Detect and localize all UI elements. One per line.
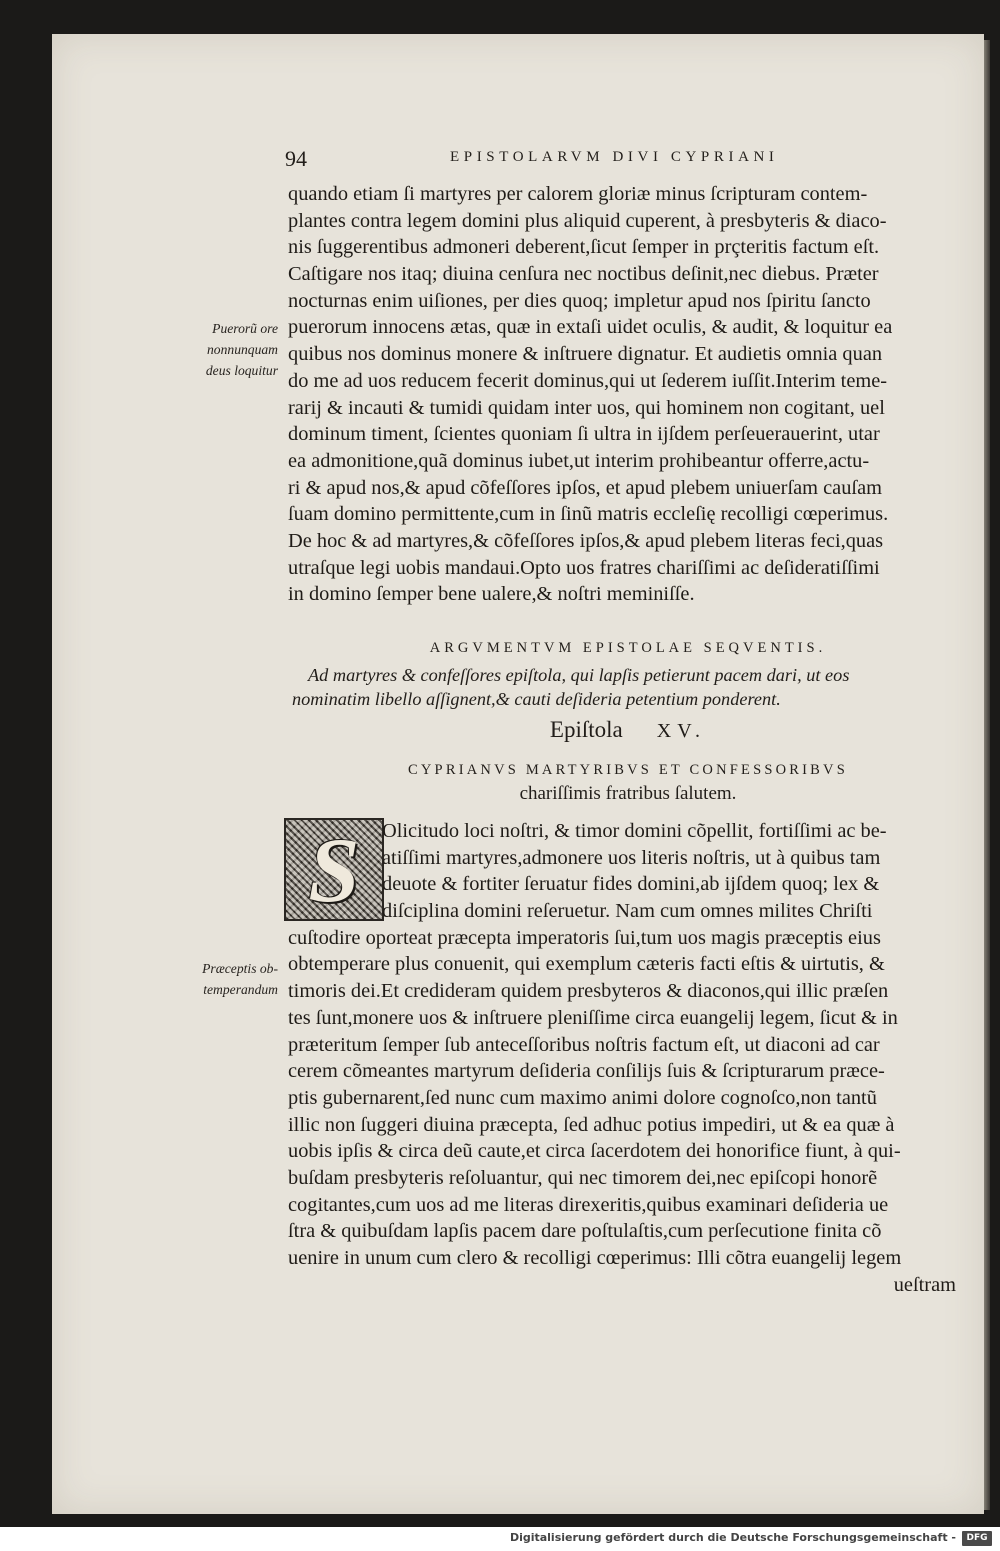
epistle-heading — [288, 717, 968, 743]
dfg-logo-icon: DFG — [962, 1531, 992, 1546]
text-line: obtemperare plus conuenit, qui exemplum cæteris facti eſtis & uirtutis, & — [288, 953, 885, 976]
margin-note-line: temperandum — [203, 982, 278, 997]
text-line: cerem cõmeantes martyrum deſideria conſilijs ſuis & ſcripturarum præce- — [288, 1060, 885, 1083]
text-line: ea admonitione,quã dominus iubet,ut interim prohibeantur offerre,actu- — [288, 449, 870, 472]
running-head — [285, 146, 970, 174]
text-line: De hoc & ad martyres,& cõfeſſores ipſos,& apud plebem literas feci,quas — [288, 529, 884, 552]
text-line: ſuam domino permittente,cum in ſinũ matris eccleſię recolligi cœperimus. — [288, 503, 889, 526]
drop-cap-letter: S — [308, 818, 360, 921]
text-line: uobis ipſis & circa deũ caute,et circa ſacerdotem dei honorifice fiunt, à qui- — [288, 1140, 901, 1163]
text-line: Caſtigare nos itaq; diuina cenſura nec noctibus deſinit,nec diebus. Præter — [288, 263, 879, 286]
epistle-number: XV. — [656, 720, 707, 742]
argument-line: nominatim libello aſſignent,& cauti deſideria petentium ponderent. — [292, 689, 781, 709]
text-line: dominum timent, ſcientes quoniam ſi ultra in ijſdem perſeuerauerint, utar — [288, 423, 880, 446]
address-subtitle: chariſſimis fratribus ſalutem. — [519, 783, 737, 804]
text-line: puerorum innocens ætas, quæ in extaſi uidet oculis, & audit, & loquitur ea — [288, 316, 893, 339]
text-line: plantes contra legem domini plus aliquid cuperent, à presbyteris & diaco- — [288, 209, 887, 232]
text-line: ri & apud nos,& apud cõfeſſores ipſos, et apud plebem uniuerſam cauſam — [288, 476, 882, 499]
argument-text — [292, 663, 968, 711]
margin-note-line: Præceptis ob- — [202, 961, 278, 976]
argument-title: ARGVMENTVM EPISTOLAE SEQVENTIS. — [429, 640, 827, 656]
text-line: deuote & fortiter ſeruatur fides domini,ab ijſdem quoq; lex & — [382, 873, 880, 896]
margin-note-line: Puerorũ ore — [212, 321, 278, 336]
margin-note-precepts — [160, 958, 278, 1000]
argument-line: Ad martyres & confeſſores epiſtola, qui lapſis petierunt pacem dari, ut eos — [308, 665, 850, 685]
text-line: timoris dei.Et credideram quidem presbyteros & diaconos,qui illic præſen — [288, 980, 889, 1003]
text-line: nocturnas enim uiſiones, per dies quoq; impletur apud nos ſpiritu ſancto — [288, 289, 871, 312]
text-line: Olicitudo loci noſtri, & timor domini cõpellit, fortiſſimi ac be- — [382, 820, 887, 842]
text-line: cuſtodire oporteat præcepta imperatoris ſui,tum uos magis præceptis eius — [288, 926, 881, 949]
text-line: tes ſunt,monere uos & inſtruere pleniſſime circa euangelij legem, ſicut & in — [288, 1006, 898, 1029]
margin-note-children — [172, 318, 278, 381]
letter-text-block — [288, 818, 968, 1298]
epistle-word: Epiſtola — [549, 717, 623, 742]
text-line: præteritum ſemper ſub anteceſſoribus noſtris factum eſt, ut diaconi ad car — [288, 1033, 880, 1056]
text-line: cogitantes,cum uos ad me literas direxeritis,quibus examinari deſideria ue — [288, 1193, 889, 1216]
text-line: uenire in unum cum clero & recolligi cœperimus: Illi cõtra euangelij legem — [288, 1247, 902, 1269]
margin-note-line: deus loquitur — [205, 363, 278, 378]
text-line: quando etiam ſi martyres per calorem gloriæ minus ſcripturam contem- — [288, 183, 868, 205]
running-head-title: EPISTOLARVM DIVI CYPRIANI — [450, 149, 779, 165]
text-line: diſciplina domini reſeruetur. Nam cum omnes milites Chriſti — [382, 900, 873, 923]
margin-note-line: nonnunquam — [207, 342, 278, 357]
text-line: illic non ſuggeri diuina præcepta, ſed adhuc potius impediri, ut & ea quæ à — [288, 1113, 895, 1136]
text-line: rarij & incauti & tumidi quidam inter uos, qui hominem non cogitant, uel — [288, 396, 885, 419]
address-title: CYPRIANVS MARTYRIBVS ET CONFESSORIBVS — [408, 762, 848, 778]
text-line: nis ſuggerentibus admoneri deberent,ſicut ſemper in prçteritis factum eſt. — [288, 236, 880, 259]
catchword: ueſtram — [893, 1273, 956, 1296]
footer-credit: Digitalisierung gefördert durch die Deutsche Forschungsgemeinschaft - — [509, 1531, 956, 1544]
text-line: buſdam presbyteris reſoluantur, qui nec timorem dei,nec epiſcopi honorẽ — [288, 1166, 878, 1189]
text-line: ptis gubernarent,ſed nunc cum maximo animi dolore cognoſco,non tantũ — [288, 1086, 877, 1109]
text-line: quibus nos dominus monere & inſtruere dignatur. Et audietis omnia quan — [288, 343, 883, 366]
footer-band — [0, 1527, 1000, 1551]
text-line: utraſque legi uobis mandaui.Opto uos fratres chariſſimi ac deſideratiſſimi — [288, 556, 880, 579]
text-line: do me ad uos reducem fecerit dominus,qui ut ſederem iuſſit.Interim teme- — [288, 369, 888, 392]
text-line: in domino ſemper bene ualere,& noſtri meminiſſe. — [288, 583, 695, 606]
main-text-block — [288, 181, 968, 608]
text-line: ſtra & quibuſdam lapſis pacem dare poſtulaſtis,cum perſecutione finita cõ — [288, 1220, 882, 1243]
page-number: 94 — [285, 146, 307, 171]
text-line: atiſſimi martyres,admonere uos literis noſtris, ut à quibus tam — [382, 846, 881, 869]
